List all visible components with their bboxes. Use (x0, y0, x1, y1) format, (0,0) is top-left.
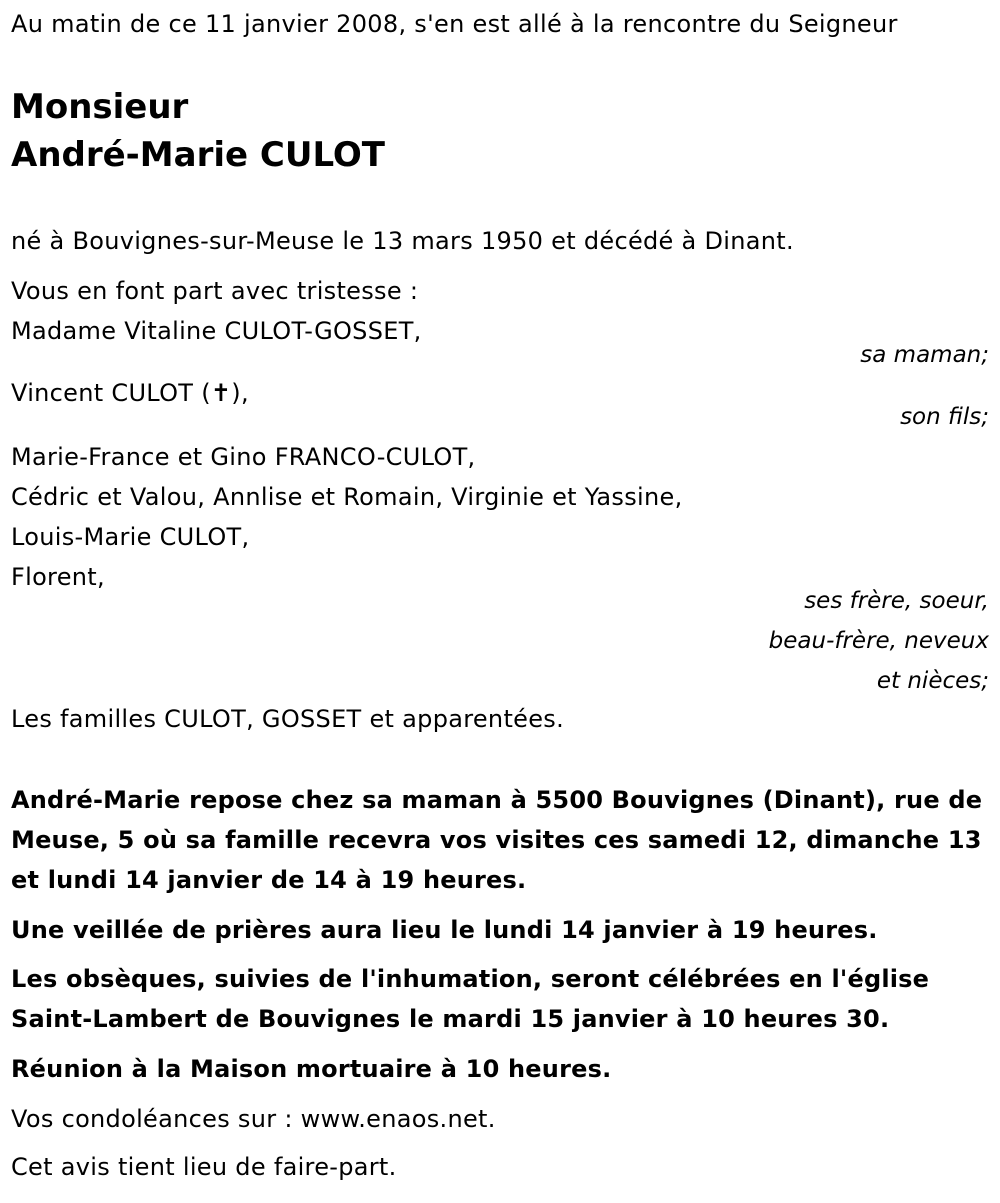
honorific: Monsieur (11, 87, 189, 127)
birth-death-text: né à Bouvignes-sur-Meuse le 13 mars 1950 et décédé à Dinant. (11, 227, 794, 255)
son-name-suffix: ), (231, 379, 249, 407)
sibling-line: Louis-Marie CULOT, (11, 523, 250, 551)
deceased-name: André-Marie CULOT (11, 135, 385, 175)
notice-text: Cet avis tient lieu de faire-part. (11, 1153, 397, 1181)
funeral-details: Les obsèques, suivies de l'inhumation, seront célébrées en l'église Saint-Lambert de Bouvignes le mardi 15 janvier à 10 heures 30. (11, 965, 930, 1033)
sibling-line: Marie-France et Gino FRANCO-CULOT, (11, 443, 476, 471)
meeting-details: Réunion à la Maison mortuaire à 10 heures. (11, 1055, 612, 1083)
intro-text: Au matin de ce 11 janvier 2008, s'en est allé à la rencontre du Seigneur (11, 10, 898, 38)
families-text: Les familles CULOT, GOSSET et apparentées. (11, 705, 565, 733)
siblings-relation-line: ses frère, soeur, (804, 588, 989, 614)
vigil-details: Une veillée de prières aura lieu le lundi 14 janvier à 19 heures. (11, 916, 878, 944)
siblings-relation-line: beau-frère, neveux (768, 628, 989, 654)
sibling-line: Florent, (11, 563, 105, 591)
mother-relation: sa maman; (860, 342, 989, 368)
son-relation: son fils; (900, 404, 989, 430)
son-name (11, 378, 249, 408)
condolences-text: Vos condoléances sur : www.enaos.net. (11, 1105, 496, 1133)
sibling-line: Cédric et Valou, Annlise et Romain, Virginie et Yassine, (11, 483, 683, 511)
cross-icon: ✝ (210, 379, 232, 407)
siblings-relation-line: et nièces; (876, 668, 989, 694)
announcement-text: Vous en font part avec tristesse : (11, 277, 419, 305)
visit-details: André-Marie repose chez sa maman à 5500 Bouvignes (Dinant), rue de Meuse, 5 où sa famille recevra vos visites ces samedi 12, dimanche 13 et lundi 14 janvier de 14 à 19 heures. (11, 786, 983, 894)
mother-name: Madame Vitaline CULOT-GOSSET, (11, 317, 422, 345)
son-name-text: Vincent CULOT ( (11, 379, 211, 407)
